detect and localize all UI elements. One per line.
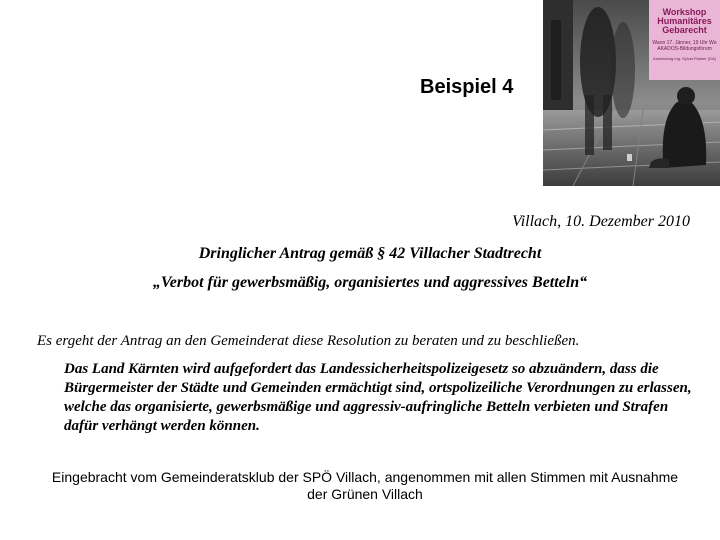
date-line: Villach, 10. Dezember 2010 [512, 213, 690, 230]
workshop-poster [649, 0, 720, 80]
poster-details: Wann 17. Jänner, 19 Uhr Wo AKADOS-Bildungsforum [652, 40, 717, 52]
slide-title: Beispiel 4 [420, 76, 514, 98]
resolution-text: Das Land Kärnten wird aufgefordert das Landessicherheitspolizeigesetz so abzuändern, dass die Bürgermeister der Städte und Gemeinden ermächtigt sind, ortspolizeiliche Verordnungen zu erlassen, welche das organisierte, gewerbsmäßige und aggressiv-aufringliche Betteln verbieten und Strafen dafür verhängt werden können. [64, 361, 692, 434]
motion-subtitle: „Verbot für gewerbsmäßig, organisiertes und aggressives Betteln“ [152, 274, 588, 291]
motion-title: Dringlicher Antrag gemäß § 42 Villacher Stadtrecht [198, 245, 542, 262]
poster-heading: Workshop Humanitäres Gebarecht [657, 7, 712, 35]
intro-paragraph: Es ergeht der Antrag an den Gemeinderat diese Resolution zu beraten und zu beschließen. [37, 333, 580, 349]
beggar-photo [543, 0, 720, 186]
footer-note: Eingebracht vom Gemeinderatsklub der SPÖ Villach, angenommen mit allen Stimmen mit Ausnahme der Grünen Villach [51, 469, 679, 502]
poster-footer: Anmeldung Ing. Sylvia Platner (DA) [653, 56, 716, 61]
